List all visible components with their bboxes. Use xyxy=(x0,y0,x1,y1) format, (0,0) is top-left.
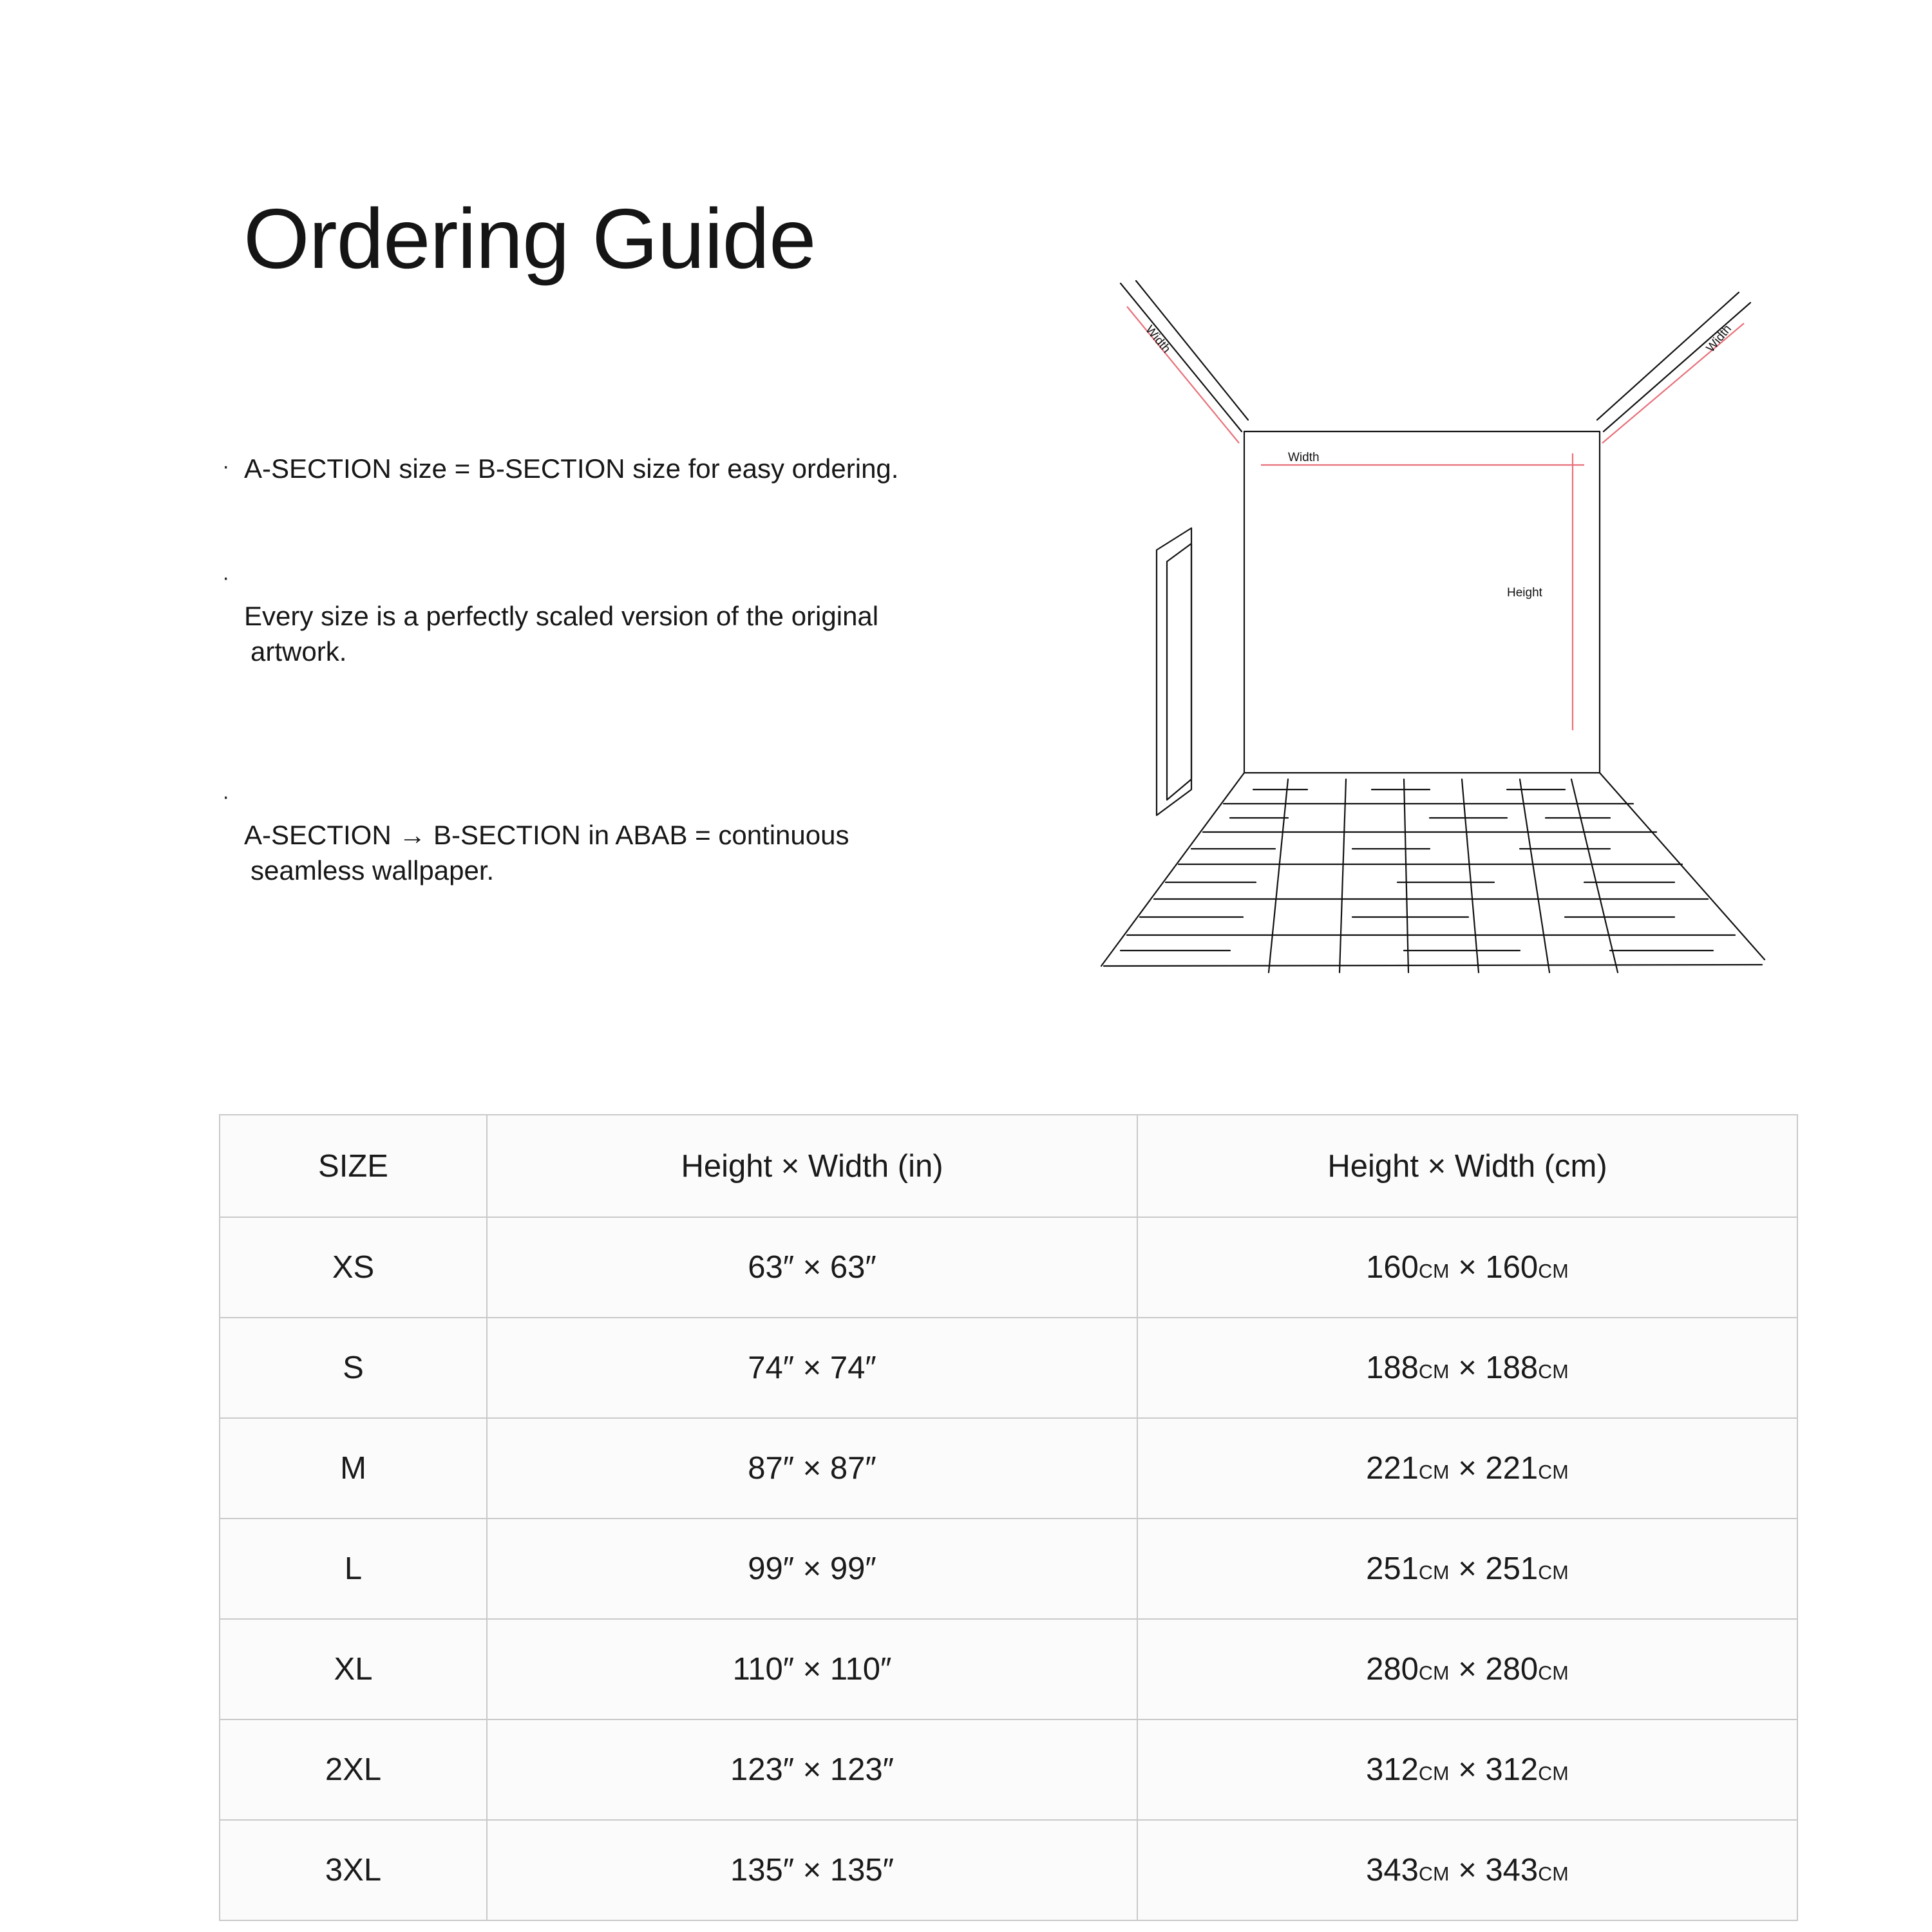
bullet-text-line-2: seamless wallpaper. xyxy=(251,855,495,886)
cell-size: 3XL xyxy=(220,1820,487,1920)
room-perspective-illustration xyxy=(1095,270,1777,1030)
cell-inches: 99″ × 99″ xyxy=(487,1519,1137,1619)
cell-centimeters: 221CM × 221CM xyxy=(1137,1418,1797,1519)
list-item xyxy=(222,781,1137,924)
page-title: Ordering Guide xyxy=(243,191,816,286)
bullet-text-line-1: A-SECTION → B-SECTION in ABAB = continuous xyxy=(244,819,849,850)
table-row xyxy=(220,1719,1797,1820)
cell-inches: 87″ × 87″ xyxy=(487,1418,1137,1519)
cell-size: L xyxy=(220,1519,487,1619)
cell-centimeters: 343CM × 343CM xyxy=(1137,1820,1797,1920)
bullet-marker-icon: · xyxy=(222,565,230,591)
cell-inches: 123″ × 123″ xyxy=(487,1719,1137,1820)
list-item xyxy=(222,451,1137,486)
bullet-text xyxy=(244,781,1137,924)
cell-size: XS xyxy=(220,1217,487,1318)
cell-centimeters: 251CM × 251CM xyxy=(1137,1519,1797,1619)
table-row xyxy=(220,1318,1797,1418)
cell-inches: 74″ × 74″ xyxy=(487,1318,1137,1418)
cell-size: S xyxy=(220,1318,487,1418)
label-width-right: Width xyxy=(1703,322,1735,355)
list-item xyxy=(222,562,1137,705)
cell-centimeters: 188CM × 188CM xyxy=(1137,1318,1797,1418)
cell-size: M xyxy=(220,1418,487,1519)
feature-bullet-list xyxy=(222,451,1137,1000)
bullet-text: A-SECTION size = B-SECTION size for easy ordering. xyxy=(244,453,899,484)
bullet-marker-icon: · xyxy=(222,784,230,810)
size-chart-table xyxy=(219,1114,1798,1921)
column-header-centimeters: Height × Width (cm) xyxy=(1137,1115,1797,1217)
cell-inches: 63″ × 63″ xyxy=(487,1217,1137,1318)
cell-centimeters: 160CM × 160CM xyxy=(1137,1217,1797,1318)
bullet-text-line-2: artwork. xyxy=(251,636,347,667)
label-width-wall: Width xyxy=(1288,451,1320,464)
cell-centimeters: 280CM × 280CM xyxy=(1137,1619,1797,1719)
table-row xyxy=(220,1418,1797,1519)
column-header-size: SIZE xyxy=(220,1115,487,1217)
column-header-inches: Height × Width (in) xyxy=(487,1115,1137,1217)
table-row xyxy=(220,1519,1797,1619)
cell-centimeters: 312CM × 312CM xyxy=(1137,1719,1797,1820)
table-row xyxy=(220,1619,1797,1719)
table-row xyxy=(220,1820,1797,1920)
cell-inches: 135″ × 135″ xyxy=(487,1820,1137,1920)
bullet-text xyxy=(244,562,1137,705)
table-row xyxy=(220,1217,1797,1318)
cell-size: XL xyxy=(220,1619,487,1719)
table-header-row xyxy=(220,1115,1797,1217)
label-height-wall: Height xyxy=(1507,586,1542,600)
cell-size: 2XL xyxy=(220,1719,487,1820)
bullet-text-line-1: Every size is a perfectly scaled version of the original xyxy=(244,600,879,631)
cell-inches: 110″ × 110″ xyxy=(487,1619,1137,1719)
bullet-marker-icon: · xyxy=(222,454,230,478)
label-width-left: Width xyxy=(1142,323,1173,356)
